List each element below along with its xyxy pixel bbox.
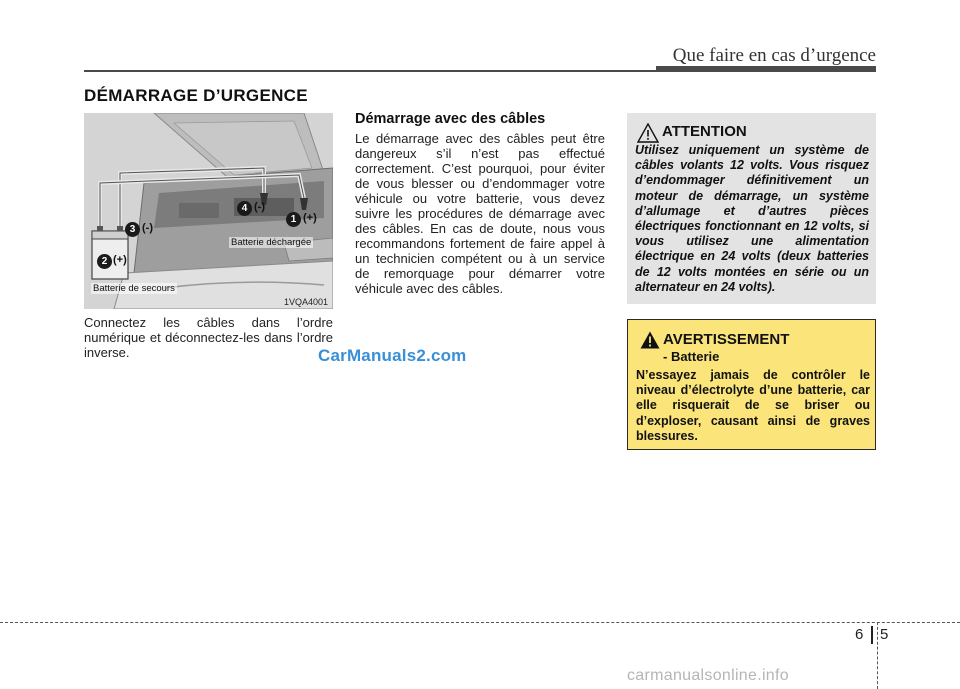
attention-box [627, 113, 876, 304]
chapter-number: 6 [855, 626, 864, 643]
jump-start-illustration [84, 113, 333, 309]
connection-instruction: Connectez les câbles dans l’ordre numérique et déconnectez-les dans l’ordre inverse. [84, 315, 333, 360]
subsection-heading: Démarrage avec des câbles [355, 111, 546, 127]
footer-dashed-divider [877, 622, 878, 689]
label-discharged-battery: Batterie déchargée [231, 237, 312, 248]
warning-box [627, 319, 876, 450]
page-number: 5 [880, 626, 889, 643]
jump-start-paragraph: Le démarrage avec des câbles peut être dangereux s’il n’est pas effectué correctement. C’est pourquoi, pour éviter de vous blesser ou d’endommager votre véhicule ou votre batterie, vous devez suivre les procédures de démarrage avec des câbles. En cas de doute, nous vous recommandons fortement de faire appel à un technicien compétent ou à un service de remorquage pour démarrer votre véhicule avec des câbles. [355, 131, 605, 296]
footer-watermark[interactable]: carmanualsonline.info [627, 667, 789, 684]
warning-title: AVERTISSEMENT [663, 331, 790, 348]
caution-triangle-icon [637, 123, 659, 143]
marker-3-badge: 3 [125, 222, 140, 237]
figure-code: 1VQA4001 [284, 297, 329, 307]
marker-2-badge: 2 [97, 254, 112, 269]
marker-4-badge: 4 [237, 201, 252, 216]
attention-title: ATTENTION [662, 123, 747, 140]
marker-2-sign: (+) [113, 254, 127, 266]
marker-4-sign: (-) [254, 201, 265, 213]
warning-triangle-icon [640, 331, 660, 349]
running-header: Que faire en cas d’urgence [672, 45, 876, 66]
header-rule [84, 70, 876, 72]
warning-subtitle: - Batterie [663, 349, 720, 364]
section-title: DÉMARRAGE D’URGENCE [84, 86, 308, 105]
marker-1-sign: (+) [303, 212, 317, 224]
page-number-separator [871, 626, 873, 644]
marker-3-sign: (-) [142, 222, 153, 234]
attention-text: Utilisez uniquement un système de câbles volants 12 volts. Vous risquez d’endommager définitivement un moteur de démarrage, un système d’allumage et d’autres pièces électriques fonctionnant en 12 volts, si vous utilisez une alimentation électrique en 24 volts (deux batteries de 12 volts montées en série ou un alternateur en 24 volts). [635, 143, 869, 294]
marker-1-badge: 1 [286, 212, 301, 227]
car-engine-drawing [84, 113, 333, 309]
site-watermark[interactable]: CarManuals2.com [318, 346, 467, 365]
warning-text: N’essayez jamais de contrôler le niveau d’électrolyte d’une batterie, car elle risquerait de se briser ou d’exploser, causant ainsi de graves blessures. [636, 368, 870, 443]
footer-dashed-rule [0, 622, 960, 623]
label-backup-battery: Batterie de secours [93, 283, 175, 294]
